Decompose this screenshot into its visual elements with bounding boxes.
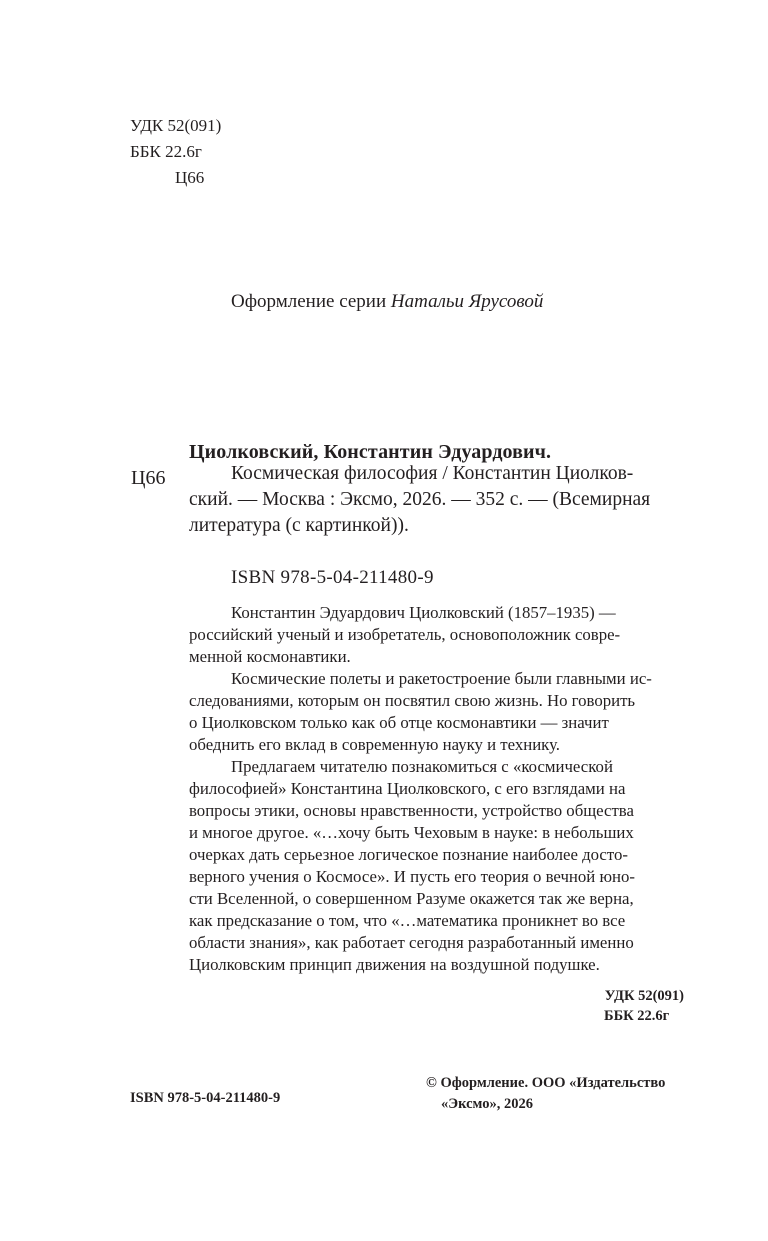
annotation-line: верного учения о Космосе». И пусть его теория о вечной юно- [189, 867, 635, 886]
annotation-line: Предлагаем читателю познакомиться с «космической [231, 757, 613, 776]
record-description-line: литература (с картинкой)). [189, 515, 409, 536]
udk-code: УДК 52(091) [130, 116, 222, 135]
series-design-prefix: Оформление серии [231, 291, 387, 312]
author-mark-top: Ц66 [175, 168, 205, 187]
author-heading: Циолковский, Константин Эдуардович. [189, 441, 552, 463]
bbk-code: ББК 22.6г [130, 142, 202, 161]
record-description-line: Космическая философия / Константин Циолков- [231, 463, 634, 484]
annotation-line: вопросы этики, основы нравственности, устройство общества [189, 801, 634, 820]
record-description-line: ский. — Москва : Эксмо, 2026. — 352 с. — (Всемирная [189, 489, 651, 510]
annotation-line: Константин Эдуардович Циолковский (1857–1935) — [231, 603, 616, 622]
annotation-line: следованиями, которым он посвятил свою жизнь. Но говорить [189, 691, 636, 710]
bbk-code-bottom: ББК 22.6г [604, 1008, 670, 1024]
udk-code-bottom: УДК 52(091) [604, 988, 684, 1004]
isbn-bottom: ISBN 978-5-04-211480-9 [130, 1090, 281, 1106]
annotation-line: очерках дать серьезное логическое познание наиболее досто- [189, 845, 628, 864]
copyright-line-2: «Эксмо», 2026 [441, 1096, 533, 1112]
annotation-line: обеднить его вклад в современную науку и технику. [189, 735, 560, 754]
copyright-line-1: © Оформление. ООО «Издательство [426, 1075, 666, 1091]
annotation-line: как предсказание о том, что «…математика проникнет во все [189, 911, 626, 930]
annotation-line: Космические полеты и ракетостроение были главными ис- [231, 669, 652, 688]
annotation-line: Циолковским принцип движения на воздушной подушке. [189, 955, 600, 974]
annotation-line: российский ученый и изобретатель, основоположник совре- [189, 625, 621, 644]
author-mark-record: Ц66 [131, 467, 166, 489]
annotation-line: философией» Константина Циолковского, с его взглядами на [189, 779, 626, 798]
series-design-credit [231, 291, 543, 313]
annotation-line: сти Вселенной, о совершенном Разуме окажется так же верна, [189, 889, 634, 908]
annotation-line: и многое другое. «…хочу быть Чеховым в науке: в небольших [189, 823, 634, 842]
annotation-line: о Циолковском только как об отце космонавтики — значит [189, 713, 609, 732]
series-designer-name: Натальи Ярусовой [390, 291, 544, 312]
record-isbn: ISBN 978-5-04-211480-9 [231, 567, 434, 588]
annotation-line: менной космонавтики. [189, 647, 351, 666]
annotation-line: области знания», как работает сегодня разработанный именно [189, 933, 634, 952]
